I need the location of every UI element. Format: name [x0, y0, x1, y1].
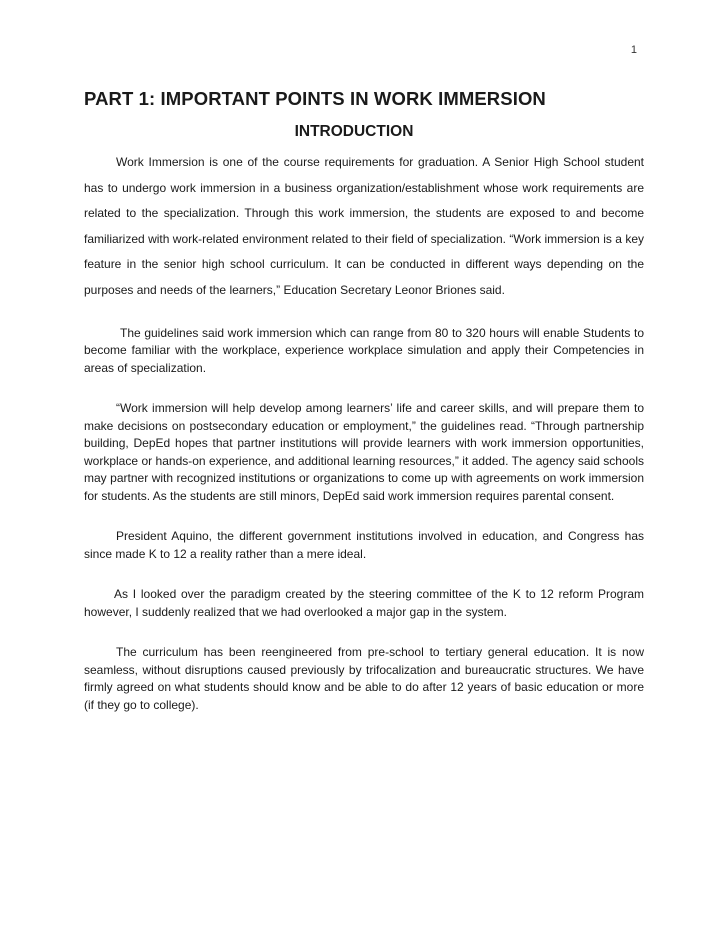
paragraph-guidelines-hours: The guidelines said work immersion which can range from 80 to 320 hours will enable Students to become familiar with the workplace, experience workplace simulation and apply their Competencies in areas of specialization. — [84, 325, 644, 375]
part-heading: PART 1: IMPORTANT POINTS IN WORK IMMERSION — [84, 88, 546, 109]
paragraph-work-immersion-definition: Work Immersion is one of the course requirements for graduation. A Senior High School student has to undergo work immersion in a business organization/establishment whose work requirements are related to the specialization. Through this work immersion, the students are exposed to and become familiarized with work-related environment related to their field of specialization. “Work immersion is a key feature in the senior high school curriculum. It can be conducted in different ways depending on the purposes and needs of the learners,” Education Secretary Leonor Briones said. — [84, 155, 644, 297]
paragraph-curriculum-reengineered: The curriculum has been reengineered from pre-school to tertiary general education. It is now seamless, without disruptions caused previously by trifocalization and bureaucratic structures. We have firmly agreed on what students should know and be able to do after 12 years of basic education or more (if they go to college). — [84, 645, 644, 712]
document-body — [84, 150, 644, 714]
paragraph-reform-gap: As I looked over the paradigm created by the steering committee of the K to 12 reform Program however, I suddenly realized that we had overlooked a major gap in the system. — [84, 587, 644, 619]
page-number: 1 — [630, 44, 637, 56]
paragraph-president-aquino: President Aquino, the different government institutions involved in education, and Congress has since made K to 12 a reality rather than a mere ideal. — [84, 529, 644, 561]
section-heading: INTRODUCTION — [294, 123, 414, 140]
paragraph-partnership-building: “Work immersion will help develop among learners’ life and career skills, and will prepare them to make decisions on postsecondary education or employment,” the guidelines read. “Through partnership building, DepEd hopes that partner institutions will provide learners with work immersion opportunities, workplace or hands-on experience, and additional learning resources,” it added. The agency said schools may partner with recognized institutions or organizations to come up with agreements on work immersion for students. As the students are still minors, DepEd said work immersion requires parental consent. — [84, 401, 644, 503]
